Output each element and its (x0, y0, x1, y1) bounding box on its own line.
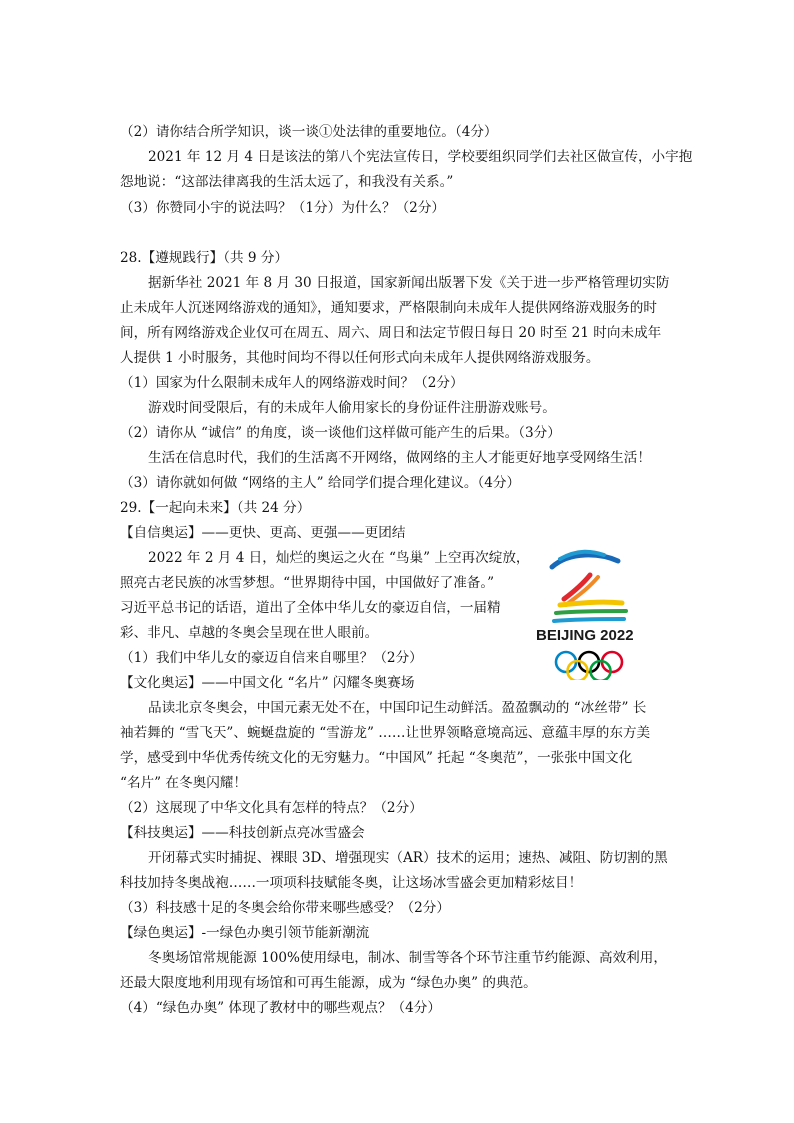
paragraph-line: 生活在信息时代，我们的生活离不开网络，做网络的主人才能更好地享受网络生活！ (148, 450, 651, 466)
paragraph-line: 人提供 1 小时服务，其他时间均不得以任何形式向未成年人提供网络游戏服务。 (120, 350, 600, 366)
subsection-heading: 【科技奥运】——科技创新点亮冰雪盛会 (120, 825, 365, 841)
paragraph-line: 还最大限度地利用现有场馆和可再生能源，成为 “绿色办奥” 的典范。 (120, 975, 537, 991)
paragraph-line: 品读北京冬奥会，中国元素无处不在，中国印记生动鲜活。盈盈飘动的 “冰丝带” 长 (148, 700, 647, 716)
question-3-prompt: （3）你赞同小宇的说法吗？（1分）为什么？（2分） (120, 200, 446, 216)
paragraph-line: 袖若舞的 “雪飞天”、蜿蜒盘旋的 “雪游龙” ……让世界领略意境高远、意蕴丰厚的东方美 (120, 725, 651, 741)
question-prompt: （1）我们中华儿女的豪迈自信来自哪里？（2分） (120, 650, 423, 666)
section-28-heading: 28.【遵规践行】（共 9 分） (120, 250, 289, 266)
question-prompt: （1）国家为什么限制未成年人的网络游戏时间？（2分） (120, 375, 464, 391)
subsection-heading: 【文化奥运】——中国文化 “名片” 闪耀冬奥赛场 (120, 675, 415, 691)
question-prompt: （2）这展现了中华文化具有怎样的特点？（2分） (120, 800, 423, 816)
paragraph-line: 2021 年 12 月 4 日是该法的第八个宪法宣传日，学校要组织同学们去社区做宣传，小宇抱 (148, 149, 693, 165)
paragraph-line: 开闭幕式实时捕捉、裸眼 3D、增强现实（AR）技术的运用；速热、减阻、防切割的黑 (148, 850, 668, 866)
paragraph-line: 照亮古老民族的冰雪梦想。“世界期待中国，中国做好了准备。” (120, 575, 495, 591)
paragraph-line: 止未成年人沉迷网络游戏的通知》，通知要求，严格限制向未成年人提供网络游戏服务的时 (120, 300, 657, 316)
paragraph-line: “名片” 在冬奥闪耀！ (120, 775, 247, 791)
question-prompt: （3）请你就如何做 “网络的主人” 给同学们提合理化建议。（4分） (120, 475, 521, 491)
subsection-heading: 【自信奥运】——更快、更高、更强——更团结 (120, 525, 406, 541)
paragraph-line: 据新华社 2021 年 8 月 30 日报道，国家新闻出版署下发《关于进一步严格管理切实防 (148, 275, 670, 291)
paragraph-line: 间，所有网络游戏企业仅可在周五、周六、周日和法定节假日每日 20 时至 21 时向未成年 (120, 325, 662, 341)
question-2-prompt: （2）请你结合所学知识，谈一谈①处法律的重要地位。（4分） (120, 124, 498, 140)
question-prompt: （3）科技感十足的冬奥会给你带来哪些感受？（2分） (120, 900, 450, 916)
olympic-rings-icon (556, 652, 622, 680)
paragraph-line: 习近平总书记的话语，道出了全体中华儿女的豪迈自信，一届精 (120, 600, 501, 616)
paragraph-line: 彩、非凡、卓越的冬奥会呈现在世人眼前。 (120, 625, 379, 641)
paragraph-line: 科技加持冬奥战袍……一项项科技赋能冬奥，让这场冰雪盛会更加精彩炫目！ (120, 875, 583, 891)
paragraph-line: 冬奥场馆常规能源 100%使用绿电，制冰、制雪等各个环节注重节约能源、高效利用， (148, 950, 667, 966)
question-prompt: （4）“绿色办奥” 体现了教材中的哪些观点？（4分） (120, 1000, 441, 1016)
question-prompt: （2）请你从 “诚信” 的角度，谈一谈他们这样做可能产生的后果。（3分） (120, 425, 561, 441)
emblem-ribbon-icon (552, 552, 626, 621)
paragraph-line: 怨地说：“这部法律离我的生活太远了，和我没有关系。” (120, 174, 454, 190)
section-29-heading: 29.【一起向未来】（共 24 分） (120, 500, 311, 516)
emblem-text: BEIJING 2022 (536, 627, 634, 644)
paragraph-line: 2022 年 2 月 4 日，灿烂的奥运之火在 “鸟巢” 上空再次绽放， (148, 550, 530, 566)
subsection-heading: 【绿色奥运】-一绿色办奥引领节能新潮流 (120, 925, 370, 941)
paragraph-line: 游戏时间受限后，有的未成年人偷用家长的身份证件注册游戏账号。 (148, 400, 556, 416)
beijing-2022-emblem (530, 545, 650, 680)
paragraph-line: 学，感受到中华优秀传统文化的无穷魅力。“中国风” 托起 “冬奥范”，一张张中国文化 (120, 750, 633, 766)
